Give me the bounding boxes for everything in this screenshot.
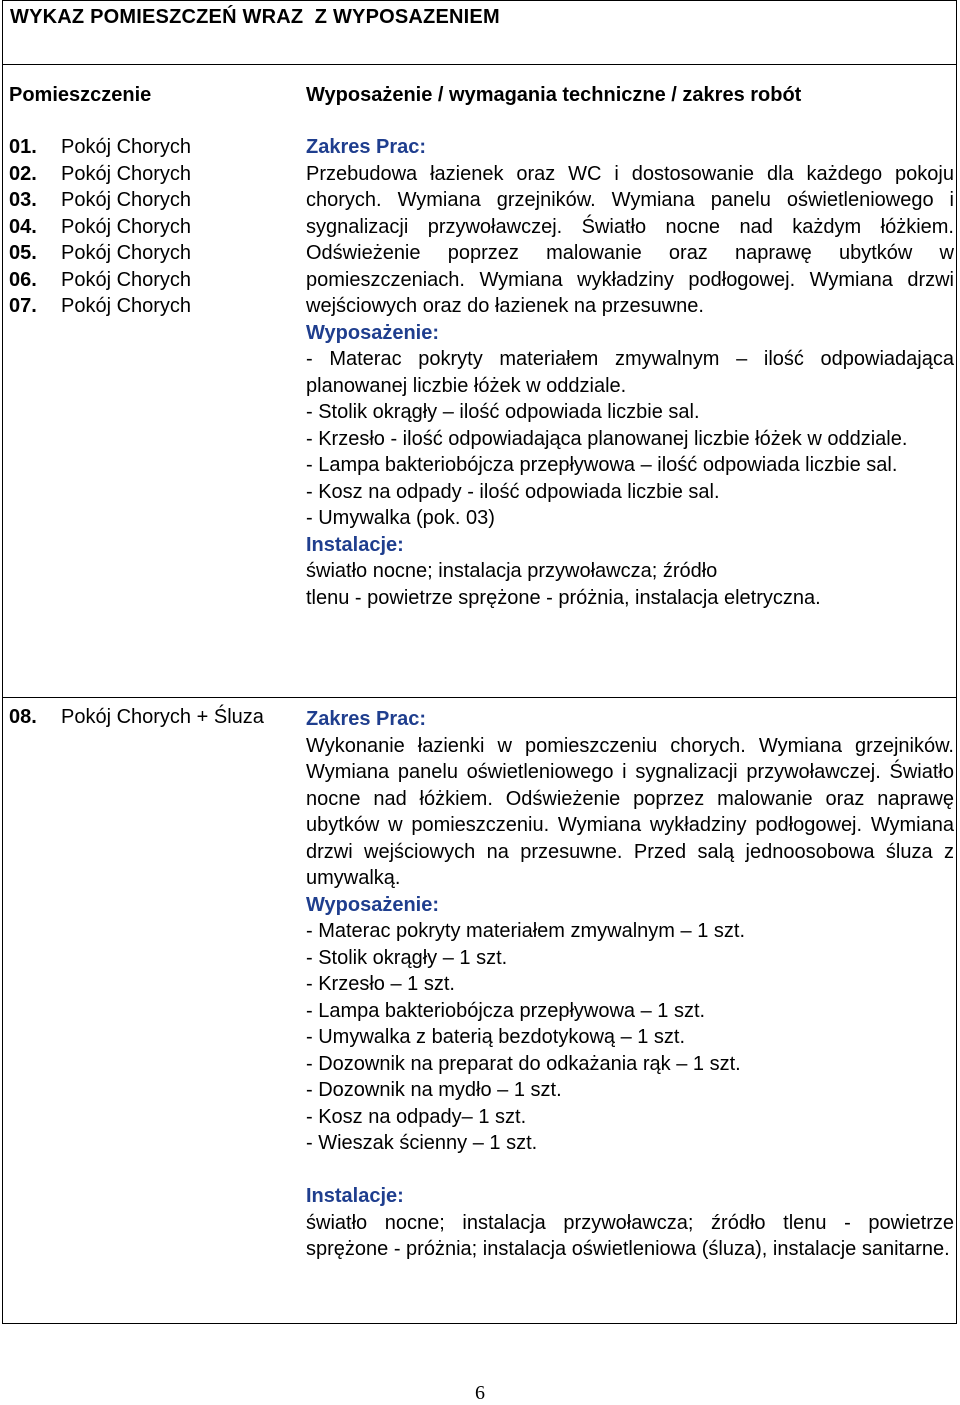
- installations-text: tlenu - powietrze sprężone - próżnia, instalacja eletryczna.: [306, 586, 821, 609]
- equipment-item: - Stolik okrągły – ilość odpowiada liczbie sal.: [306, 401, 700, 423]
- scope-text: Wykonanie łazienki w pomieszczeniu chorych. Wymiana grzejników. Wymiana panelu oświetleniowego i sygnalizacji przywoławczej. Światło nocne nad łóżkiem. Odświeżenie poprzez malowanie oraz naprawę ubytków w pomieszczeniu. Wymiana wykładziny podłogowej. Wymiana drzwi wejściowych na przesuwne. Przed salą jednoosobowa śluza z umywalką.: [306, 734, 954, 889]
- scope-heading: Zakres Prac:: [306, 136, 427, 158]
- room-item: [9, 161, 191, 188]
- room-item: [9, 214, 191, 241]
- room-list-a: [9, 134, 191, 320]
- room-name: Pokój Chorych: [61, 268, 192, 291]
- equipment-item: - Kosz na odpady– 1 szt.: [306, 1105, 527, 1128]
- room-item-08: [9, 706, 264, 729]
- scope-text: Przebudowa łazienek oraz WC i dostosowanie dla każdego pokoju chorych. Wymiana grzejników. Wymiana panelu oświetleniowego i sygnalizacji przywoławczej. Światło nocne nad każdym łóżkiem. Odświeżenie poprzez malowanie oraz naprawę ubytków w pomieszczeniach. Wymiana wykładziny podłogowej. Wymiana drzwi wejściowych oraz do łazienek na przesuwne.: [306, 162, 954, 317]
- room-item: [9, 134, 191, 161]
- installations-text: światło nocne; instalacja przywoławcza; źródło tlenu - powietrze sprężone - próżnia; instalacja oświetleniowa (śluza), instalacje sanitarne.: [306, 1211, 954, 1260]
- room-number: 08.: [9, 706, 37, 728]
- installations-heading: Instalacje:: [306, 1185, 404, 1207]
- equipment-item: - Stolik okrągły – 1 szt.: [306, 946, 508, 969]
- equipment-item: - Dozownik na mydło – 1 szt.: [306, 1079, 562, 1101]
- room-number: 06.: [9, 268, 37, 291]
- room-item: [9, 293, 191, 320]
- room-name: Pokój Chorych: [61, 136, 192, 158]
- room-item: [9, 267, 191, 294]
- spacer: [306, 1157, 954, 1184]
- installations-heading: Instalacje:: [306, 533, 404, 556]
- equipment-item: - Kosz na odpady - ilość odpowiada liczbie sal.: [306, 480, 720, 503]
- equipment-item: - Materac pokryty materiałem zmywalnym – ilość odpowiadająca planowanej liczbie łóżek w oddziale.: [306, 348, 954, 397]
- equipment-item: - Krzesło – 1 szt.: [306, 973, 455, 995]
- row-divider: [2, 697, 957, 698]
- room-name: Pokój Chorych: [61, 189, 192, 211]
- equipment-item: - Wieszak ścienny – 1 szt.: [306, 1132, 538, 1154]
- room-item: [9, 187, 191, 214]
- room-number: 02.: [9, 162, 37, 185]
- equipment-item: - Dozownik na preparat do odkażania rąk – 1 szt.: [306, 1052, 741, 1075]
- document-title: WYKAZ POMIESZCZEŃ WRAZ Z WYPOSAZENIEM: [10, 6, 500, 28]
- room-name: Pokój Chorych: [61, 295, 192, 317]
- title-divider: [2, 64, 957, 65]
- room-number: 07.: [9, 295, 37, 317]
- equipment-heading: Wyposażenie:: [306, 893, 439, 916]
- equipment-item: - Umywalka (pok. 03): [306, 507, 495, 529]
- column-header-room: Pomieszczenie: [9, 84, 152, 106]
- equipment-item: - Lampa bakteriobójcza przepływowa – ilość odpowiada liczbie sal.: [306, 454, 898, 476]
- equipment-item: - Materac pokryty materiałem zmywalnym – 1 szt.: [306, 920, 745, 942]
- room-item: [9, 240, 191, 267]
- room-name: Pokój Chorych: [61, 162, 192, 185]
- equipment-heading: Wyposażenie:: [306, 321, 439, 344]
- room-name: Pokój Chorych: [61, 242, 192, 264]
- room-number: 04.: [9, 215, 37, 238]
- room-number: 01.: [9, 136, 37, 158]
- installations-text: światło nocne; instalacja przywoławcza; źródło: [306, 560, 718, 582]
- equipment-item: - Umywalka z baterią bezdotykową – 1 szt.: [306, 1026, 686, 1048]
- room-number: 05.: [9, 242, 37, 264]
- section-b: [306, 706, 954, 1263]
- equipment-item: - Lampa bakteriobójcza przepływowa – 1 szt.: [306, 999, 706, 1022]
- room-name: Pokój Chorych: [61, 215, 192, 238]
- room-number: 03.: [9, 189, 37, 211]
- room-name: Pokój Chorych + Śluza: [61, 706, 264, 728]
- equipment-item: - Krzesło - ilość odpowiadająca planowanej liczbie łóżek w oddziale.: [306, 427, 908, 450]
- scope-heading: Zakres Prac:: [306, 708, 427, 730]
- page-number: 6: [475, 1382, 485, 1404]
- column-header-equipment: Wyposażenie / wymagania techniczne / zakres robót: [306, 84, 802, 106]
- section-a: [306, 134, 954, 611]
